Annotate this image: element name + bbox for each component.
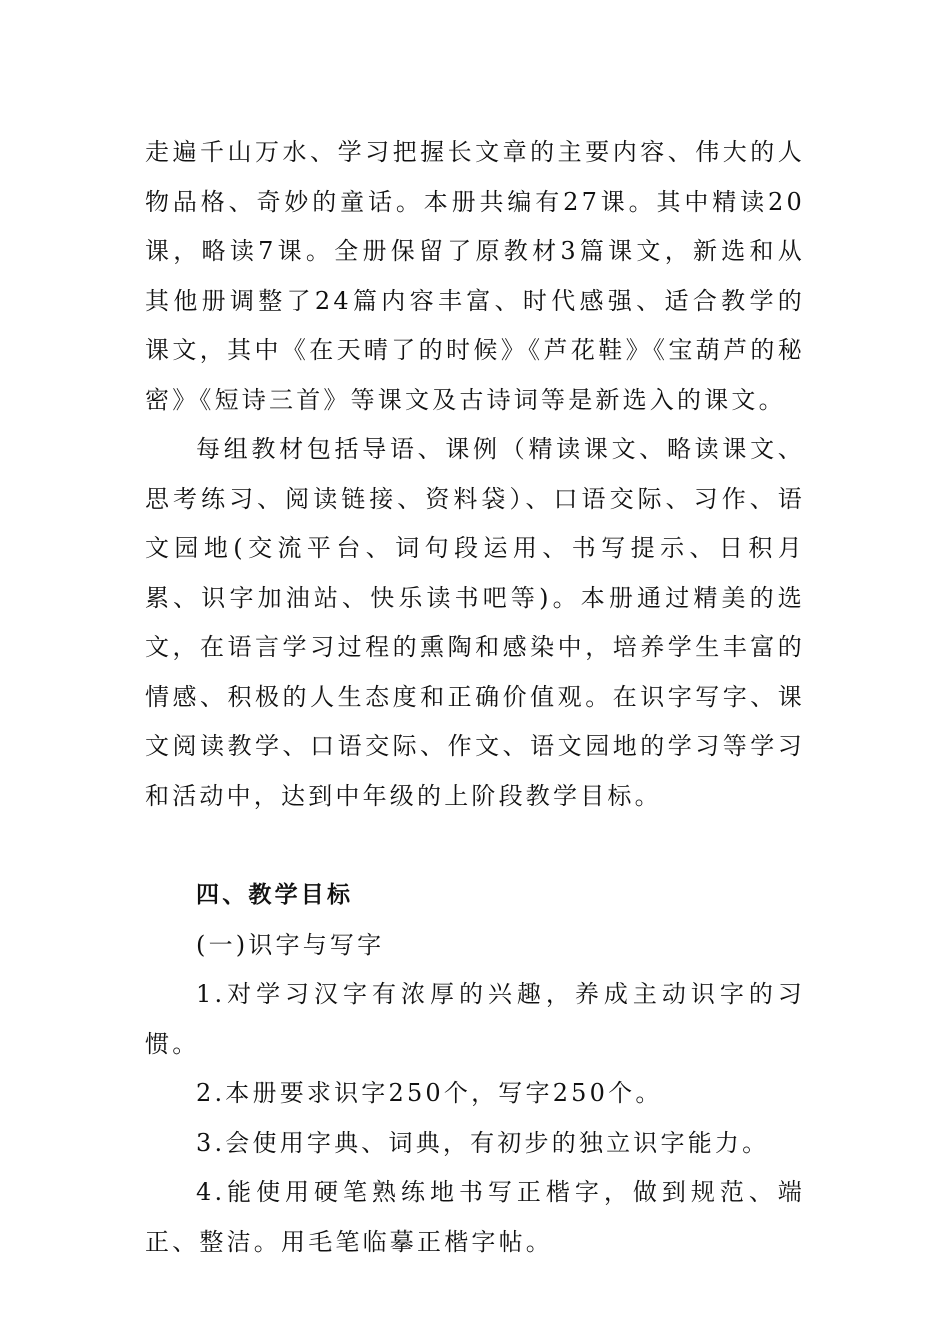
section-spacer bbox=[145, 821, 805, 871]
paragraph-textbook-structure: 每组教材包括导语、课例（精读课文、略读课文、思考练习、阅读链接、资料袋）、口语交际、习作、语文园地(交流平台、词句段运用、书写提示、日积月累、识字加油站、快乐读书吧等)。本册通过精美的选文，在语言学习过程的熏陶和感染中，培养学生丰富的情感、积极的人生态度和正确价值观。在识字写字、课文阅读教学、口语交际、作文、语文园地的学习等学习和活动中，达到中年级的上阶段教学目标。 bbox=[145, 435, 805, 810]
objective-item-4: 4.能使用硬笔熟练地书写正楷字，做到规范、端正、整洁。用毛笔临摹正楷字帖。 bbox=[145, 1178, 805, 1256]
section-heading: 四、教学目标 bbox=[196, 882, 354, 908]
document-page bbox=[145, 128, 805, 1267]
section-subheading: (一)识字与写字 bbox=[196, 930, 385, 959]
paragraph-textbook-overview: 走遍千山万水、学习把握长文章的主要内容、伟大的人物品格、奇妙的童话。本册共编有27课。其中精读20课，略读7课。全册保留了原教材3篇课文，新选和从其他册调整了24篇内容丰富、时代感强、适合教学的课文，其中《在天晴了的时候》《芦花鞋》《宝葫芦的秘密》《短诗三首》等课文及古诗词等是新选入的课文。 bbox=[145, 138, 805, 414]
objective-item-3: 3.会使用字典、词典，有初步的独立识字能力。 bbox=[196, 1128, 770, 1157]
objective-item-2: 2.本册要求识字250个，写字250个。 bbox=[196, 1079, 663, 1107]
objective-item-1: 1.对学习汉字有浓厚的兴趣，养成主动识字的习惯。 bbox=[145, 980, 805, 1058]
